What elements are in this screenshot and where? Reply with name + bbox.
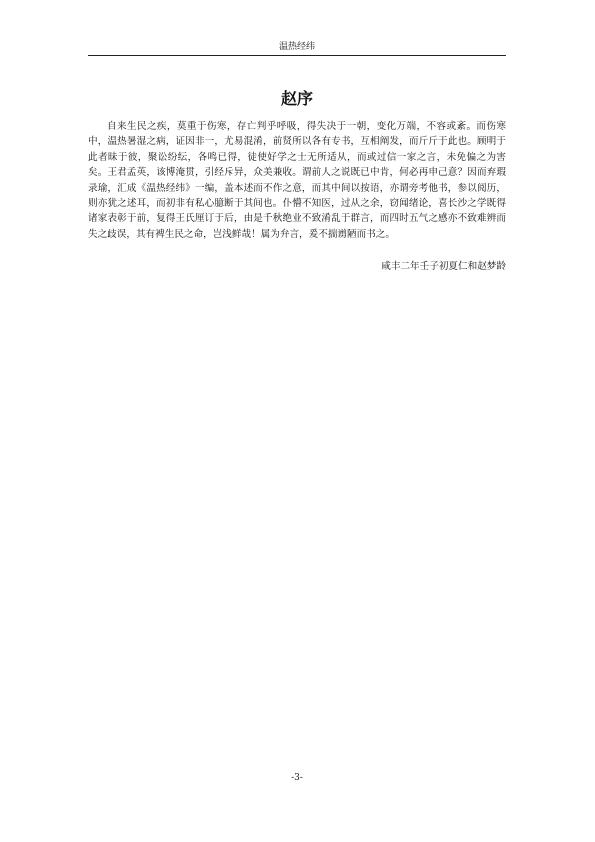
running-header <box>88 40 506 56</box>
running-header-title: 温热经纬 <box>278 42 315 52</box>
preface-signature: 咸丰二年壬子初夏仁和赵梦龄 <box>381 261 506 272</box>
page-number: -3- <box>291 773 303 783</box>
preface-body-paragraph: 自来生民之疾，莫重于伤寒，存亡判乎呼吸，得失决于一朝，变化万端，不容或紊。而伤寒中，温热暑湿之病，证因非一，尤易混淆，前贤所以各有专书，互相阐发，而斤斤于此也。顾明于此者昧于彼，聚讼纷纭，各鸣已得，徒使好学之士无所适从，而或过信一家之言，未免偏之为害矣。王君孟英，该博淹贯，引经斥异，众美兼收。谓前人之说既已中肯，何必再申己意？因而弃瑕录瑜，汇成《温热经纬》一编，盖本述而不作之意，而其中间以按语，亦谓旁考他书，参以阅历，则亦犹之述耳，而初非有私心臆断于其间也。仆懵不知医，过从之余，窃闻绪论，喜长沙之学既得诸家表彰于前，复得王氏厘订于后，由是千秋绝业不致淆乱于群言，而四时五气之感亦不致难辨而失之歧误，其有裨生民之命，岂浅鲜哉！属为弁言，爰不揣谫陋而书之。 <box>88 121 506 240</box>
page-title: 赵序 <box>280 89 313 108</box>
